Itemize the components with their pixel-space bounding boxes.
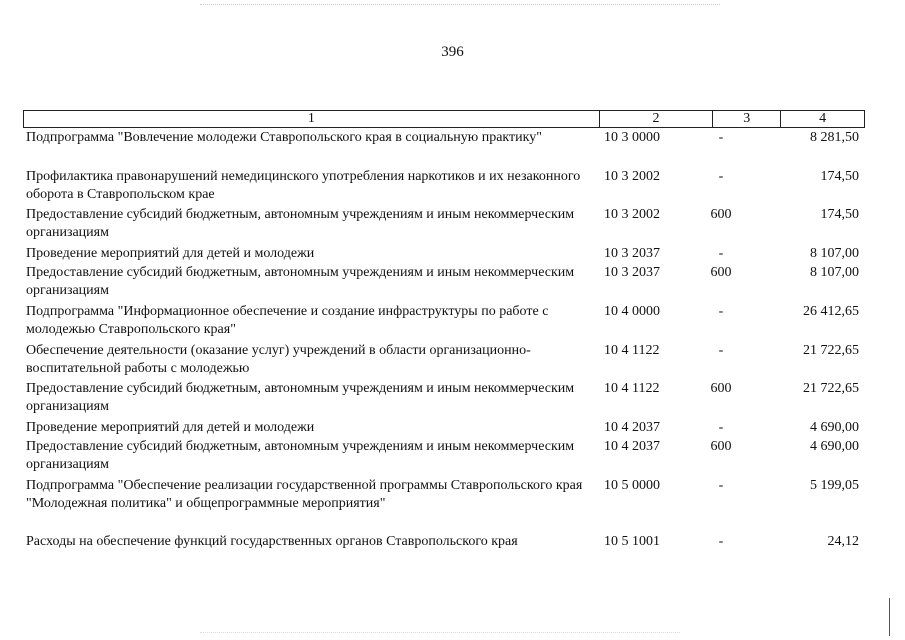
row-sum: 8 107,00 <box>810 246 859 261</box>
row-type: 600 <box>710 439 732 454</box>
row-code: 10 5 0000 <box>604 478 660 493</box>
row-name: Предоставление субсидий бюджетным, автономным учреждениям и иным некоммерческим организациям <box>26 381 575 414</box>
row-sum: 26 412,65 <box>803 304 859 319</box>
header-col-1: 1 <box>24 111 600 127</box>
row-type: - <box>718 169 724 184</box>
row-sum: 4 690,00 <box>810 420 859 435</box>
budget-table <box>23 110 865 549</box>
row-name: Предоставление субсидий бюджетным, автономным учреждениям и иным некоммерческим организациям <box>26 207 575 240</box>
row-code: 10 4 2037 <box>604 420 660 435</box>
row-sum: 8 281,50 <box>810 130 859 145</box>
row-type: - <box>718 478 724 493</box>
scan-artifact-top <box>200 4 720 7</box>
row-type: - <box>718 534 724 549</box>
header-col-4: 4 <box>819 111 827 126</box>
row-code: 10 3 2002 <box>604 207 660 222</box>
row-name: Обеспечение деятельности (оказание услуг) учреждений в области организационно-воспитательной работы с молодежью <box>26 343 531 376</box>
row-name: Подпрограмма "Вовлечение молодежи Ставропольского края в социальную практику" <box>26 130 542 145</box>
row-code: 10 3 2037 <box>604 246 660 261</box>
row-name: Предоставление субсидий бюджетным, автономным учреждениям и иным некоммерческим организациям <box>26 439 575 472</box>
row-name: Проведение мероприятий для детей и молодежи <box>26 420 315 435</box>
row-type: 600 <box>710 207 732 222</box>
row-code: 10 5 1001 <box>604 534 660 549</box>
row-code: 10 3 0000 <box>604 130 660 145</box>
row-sum: 5 199,05 <box>810 478 859 493</box>
row-type: - <box>718 130 724 145</box>
row-name: Подпрограмма "Информационное обеспечение и создание инфраструктуры по работе с молодежью Ставропольского края" <box>26 304 549 337</box>
row-type: - <box>718 304 724 319</box>
row-name: Проведение мероприятий для детей и молодежи <box>26 246 315 261</box>
row-type: - <box>718 343 724 358</box>
row-code: 10 3 2037 <box>604 265 660 280</box>
row-sum: 21 722,65 <box>803 343 859 358</box>
row-code: 10 4 1122 <box>604 343 660 358</box>
row-type: 600 <box>710 381 732 396</box>
row-type: 600 <box>710 265 732 280</box>
row-type: - <box>718 420 724 435</box>
header-col-3: 3 <box>713 111 781 127</box>
header-col-2: 2 <box>600 111 714 127</box>
row-name: Предоставление субсидий бюджетным, автономным учреждениям и иным некоммерческим организациям <box>26 265 575 298</box>
row-sum: 4 690,00 <box>810 439 859 454</box>
row-sum: 21 722,65 <box>803 381 859 396</box>
row-name: Расходы на обеспечение функций государственных органов Ставропольского края <box>26 534 518 549</box>
row-code: 10 4 2037 <box>604 439 660 454</box>
row-sum: 8 107,00 <box>810 265 859 280</box>
row-sum: 24,12 <box>827 534 859 549</box>
row-name: Подпрограмма "Обеспечение реализации государственной программы Ставропольского края "Молодежная политика" и общепрограммные мероприятия" <box>26 478 583 511</box>
row-code: 10 4 1122 <box>604 381 660 396</box>
page-number: 396 <box>441 44 464 60</box>
row-code: 10 4 0000 <box>604 304 660 319</box>
row-sum: 174,50 <box>820 169 859 184</box>
scan-artifact-bottom <box>200 632 680 635</box>
page-edge-line <box>889 598 890 636</box>
row-type: - <box>718 246 724 261</box>
row-sum: 174,50 <box>820 207 859 222</box>
row-name: Профилактика правонарушений немедицинского употребления наркотиков и их незаконного оборота в Ставропольском крае <box>26 169 581 202</box>
table-header-row <box>23 110 865 128</box>
row-code: 10 3 2002 <box>604 169 660 184</box>
